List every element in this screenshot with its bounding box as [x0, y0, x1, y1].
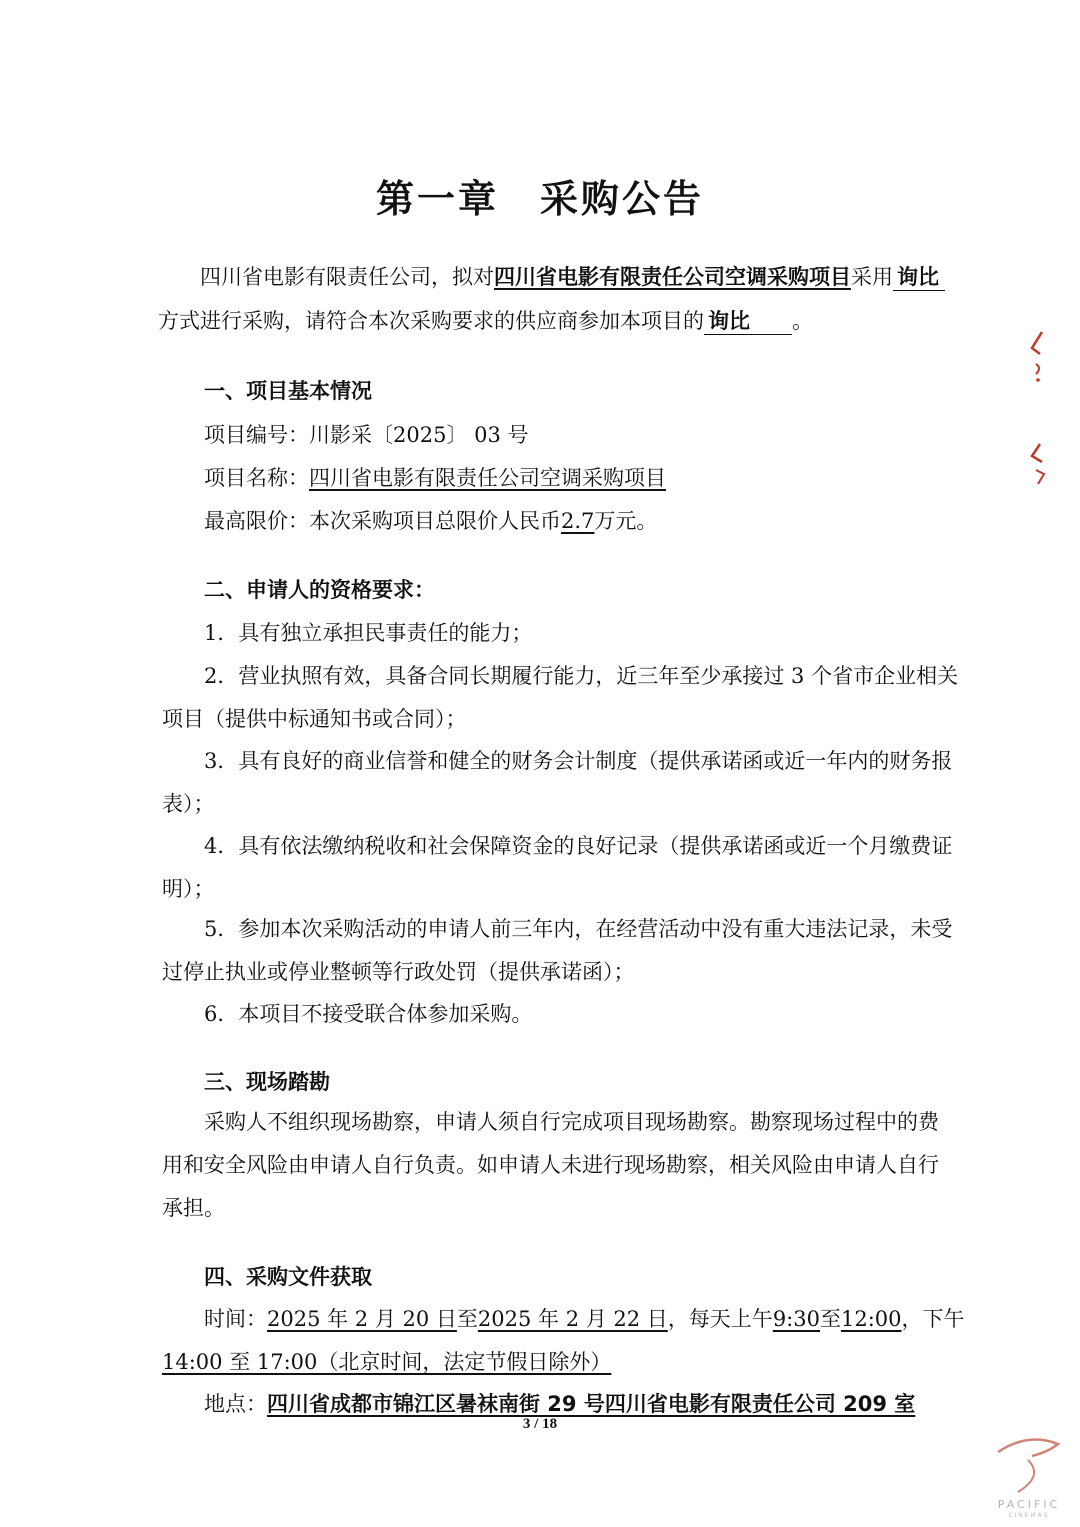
- page-title: 第一章 采购公告: [375, 177, 704, 221]
- time-end: 2025 年 2 月 22 日: [477, 1307, 668, 1331]
- seal-edge-icon: [1022, 440, 1052, 490]
- method-blank-2: 询比: [704, 308, 792, 335]
- page-number: 3 / 18: [522, 1416, 558, 1432]
- price-limit: 最高限价：本次采购项目总限价人民币2.7万元。: [204, 509, 658, 533]
- requirement-line: 5．参加本次采购活动的申请人前三年内，在经营活动中没有重大违法记录，未受: [204, 917, 953, 941]
- requirement-line: 1．具有独立承担民事责任的能力；: [204, 621, 533, 645]
- am-start: 9:30: [772, 1307, 820, 1331]
- section-3-heading: 三、现场踏勘: [204, 1070, 330, 1094]
- section-1-heading: 一、项目基本情况: [204, 379, 372, 403]
- requirement-line: 明）；: [162, 877, 215, 901]
- site-visit-line: 用和安全风险由申请人自行负责。如申请人未进行现场勘察，相关风险由申请人自行: [162, 1153, 939, 1177]
- price-limit-value: 2.7: [561, 509, 595, 533]
- section-2-heading: 二、申请人的资格要求：: [204, 578, 435, 602]
- am-end: 12:00: [840, 1307, 902, 1331]
- requirement-line: 过停止执业或停业整顿等行政处罚（提供承诺函）；: [162, 960, 635, 984]
- method-blank: 询比: [893, 264, 945, 291]
- intro-line-2: 方式进行采购，请符合本次采购要求的供应商参加本项目的 询比 。: [158, 309, 813, 333]
- site-visit-line: 承担。: [162, 1196, 225, 1220]
- requirement-line: 3．具有良好的商业信誉和健全的财务会计制度（提供承诺函或近一年内的财务报: [204, 749, 953, 773]
- project-number: 项目编号：川影采〔2025〕 03 号: [204, 423, 529, 447]
- place-value: 四川省成都市锦江区暑袜南街 29 号四川省电影有限责任公司 209 室: [267, 1392, 916, 1416]
- time-start: 2025 年 2 月 20 日: [267, 1307, 457, 1331]
- acquisition-time-pm: [162, 1347, 611, 1377]
- logo-subtext: CINEMAS: [1008, 1512, 1050, 1519]
- acquisition-time: 时间：2025 年 2 月 20 日至2025 年 2 月 22 日，每天上午9:30至12:00，下午: [204, 1307, 965, 1331]
- requirement-line: 6．本项目不接受联合体参加采购。: [204, 1002, 533, 1026]
- requirement-line: 4．具有依法缴纳税收和社会保障资金的良好记录（提供承诺函或近一个月缴费证: [204, 834, 953, 858]
- intro-line-1: 四川省电影有限责任公司，拟对四川省电影有限责任公司空调采购项目采用 询比: [200, 262, 945, 292]
- site-visit-line: 采购人不组织现场勘察，申请人须自行完成项目现场勘察。勘察现场过程中的费: [204, 1110, 939, 1134]
- project-name-inline: 四川省电影有限责任公司空调采购项目: [494, 265, 851, 289]
- section-4-heading: 四、采购文件获取: [204, 1265, 372, 1289]
- acquisition-place: 地点：四川省成都市锦江区暑袜南街 29 号四川省电影有限责任公司 209 室: [204, 1392, 916, 1416]
- logo-text: PACIFIC: [997, 1498, 1061, 1511]
- requirement-line: 项目（提供中标通知书或合同）；: [162, 707, 467, 731]
- requirement-line: 2．营业执照有效，具备合同长期履行能力，近三年至少承接过 3 个省市企业相关: [204, 664, 959, 688]
- project-name-value: 四川省电影有限责任公司空调采购项目: [309, 466, 666, 490]
- project-name: 项目名称：四川省电影有限责任公司空调采购项目: [204, 466, 666, 490]
- seal-edge-icon: [1022, 328, 1052, 386]
- pm-range: 14:00 至 17:00（北京时间，法定节假日除外）: [162, 1350, 612, 1374]
- requirement-line: 表）；: [162, 792, 215, 816]
